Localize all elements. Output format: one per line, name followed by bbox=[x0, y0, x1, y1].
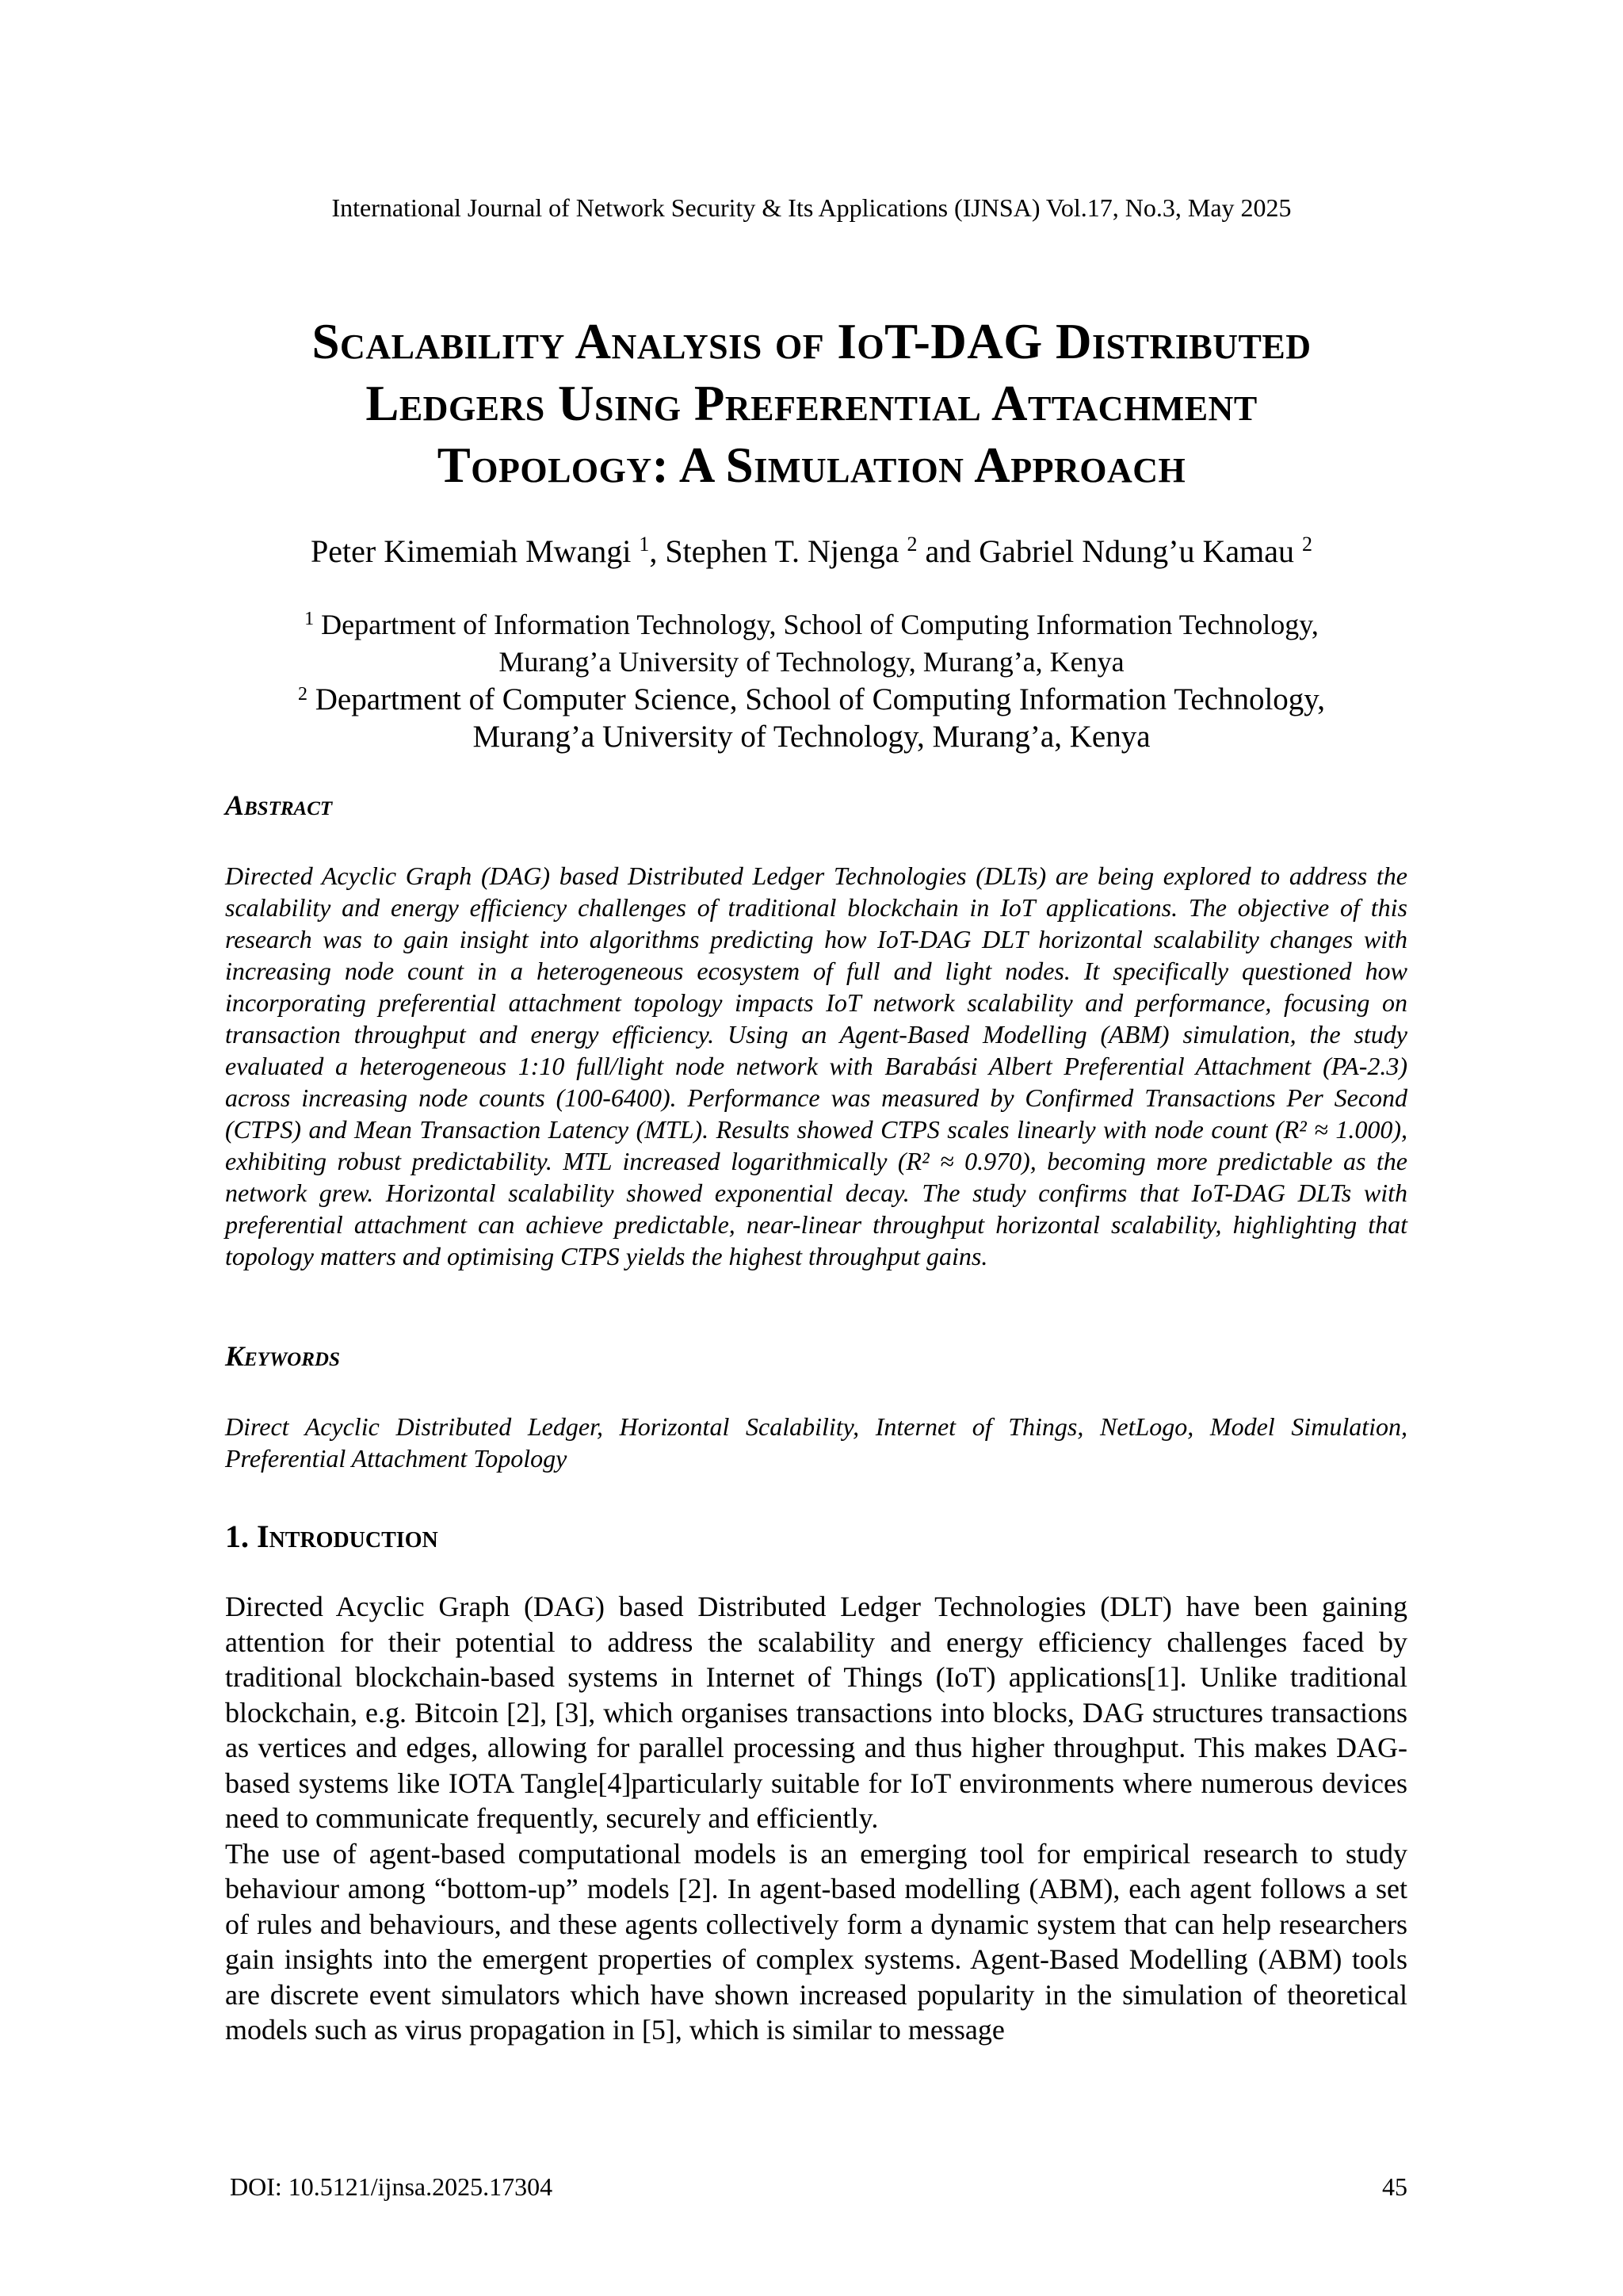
keywords-body: Direct Acyclic Distributed Ledger, Horizontal Scalability, Internet of Things, NetLogo, Model Simulation, Preferential Attachment Topology bbox=[225, 1412, 1407, 1473]
affiliation-mark: 1 bbox=[639, 533, 650, 556]
abstract-body: Directed Acyclic Graph (DAG) based Distributed Ledger Technologies (DLTs) are being explored to address the scalability and energy efficiency challenges of traditional blockchain in IoT applications. The objective of this research was to gain insight into algorithms predicting how IoT-DAG DLT horizontal scalability changes with increasing node count in a heterogeneous ecosystem of full and light nodes. It specifically questioned how incorporating preferential attachment topology impacts IoT network scalability and performance, focusing on transaction throughput and energy efficiency. Using an Agent-Based Modelling (ABM) simulation, the study evaluated a heterogeneous 1:10 full/light node network with Barabási Albert Preferential Attachment (PA-2.3) across increasing node counts (100-6400). Performance was measured by Confirmed Transactions Per Second (CTPS) and Mean Transaction Latency (MTL). Results showed CTPS scales linearly with node count (R² ≈ 1.000), exhibiting robust predictability. MTL increased logarithmically (R² ≈ 0.970), becoming more predictable as the network grew. Horizontal scalability showed exponential decay. The study confirms that IoT-DAG DLTs with preferential attachment can achieve predictable, near-linear throughput horizontal scalability, highlighting that topology matters and optimising CTPS yields the highest throughput gains. bbox=[225, 861, 1407, 1270]
title-line-2: Ledgers Using Preferential Attachment bbox=[365, 376, 1258, 431]
affiliation-mark: 2 bbox=[1301, 533, 1312, 556]
title-line-1: Scalability Analysis of IoT-DAG Distributed bbox=[311, 314, 1312, 369]
affiliations bbox=[0, 606, 1623, 755]
author-name: Peter Kimemiah Mwangi bbox=[311, 533, 632, 569]
affiliation-2-line-2: Murang’a University of Technology, Murang’a, Kenya bbox=[472, 720, 1151, 754]
affiliation-2-line-1 bbox=[0, 681, 1623, 718]
introduction-paragraph-2: The use of agent-based computational models is an emerging tool for empirical research to study behaviour among “bottom-up” models [2]. In agent-based modelling (ABM), each agent follows a set of rules and behaviours, and these agents collectively form a dynamic system that can help researchers gain insights into the emergent properties of complex systems. Agent-Based Modelling (ABM) tools are discrete event simulators which have shown increased popularity in the simulation of theoretical models such as virus propagation in [5], which is similar to message bbox=[225, 1837, 1407, 2046]
author-name: Stephen T. Njenga bbox=[665, 533, 899, 569]
author-list bbox=[0, 533, 1623, 571]
affiliation-mark: 1 bbox=[304, 609, 315, 629]
affiliation-1-line-1 bbox=[0, 606, 1623, 644]
affiliation-mark: 2 bbox=[907, 533, 918, 556]
author-separator: and bbox=[917, 533, 980, 569]
author-separator: , bbox=[649, 533, 666, 569]
affiliation-mark: 2 bbox=[297, 684, 307, 705]
keywords-heading: Keywords bbox=[225, 1340, 340, 1372]
author-name: Gabriel Ndung’u Kamau bbox=[979, 533, 1294, 569]
paper-title bbox=[143, 311, 1480, 496]
abstract-heading: Abstract bbox=[225, 789, 333, 821]
title-line-3: Topology: A Simulation Approach bbox=[437, 437, 1186, 493]
affiliation-text: Department of Computer Science, School of Computing Information Technology, bbox=[315, 682, 1325, 716]
introduction-paragraph-1: Directed Acyclic Graph (DAG) based Distributed Ledger Technologies (DLT) have been gaining attention for their potential to address the scalability and energy efficiency challenges faced by traditional blockchain-based systems in Internet of Things (IoT) applications[1]. Unlike traditional blockchain, e.g. Bitcoin [2], [3], which organises transactions into blocks, DAG structures transactions as vertices and edges, allowing for parallel processing and thus higher throughput. This makes DAG-based systems like IOTA Tangle[4]particularly suitable for IoT environments where numerous devices need to communicate frequently, securely and efficiently. bbox=[225, 1591, 1407, 1834]
introduction-heading: 1. Introduction bbox=[225, 1519, 438, 1554]
footer-doi: DOI: 10.5121/ijnsa.2025.17304 bbox=[230, 2172, 553, 2201]
running-header: International Journal of Network Security & Its Applications (IJNSA) Vol.17, No.3, May 2025 bbox=[331, 193, 1292, 222]
page-number: 45 bbox=[1382, 2172, 1407, 2201]
affiliation-text: Department of Information Technology, School of Computing Information Technology, bbox=[321, 609, 1319, 640]
affiliation-1-line-2: Murang’a University of Technology, Murang’a, Kenya bbox=[498, 646, 1125, 678]
introduction-body bbox=[225, 1589, 1407, 2048]
